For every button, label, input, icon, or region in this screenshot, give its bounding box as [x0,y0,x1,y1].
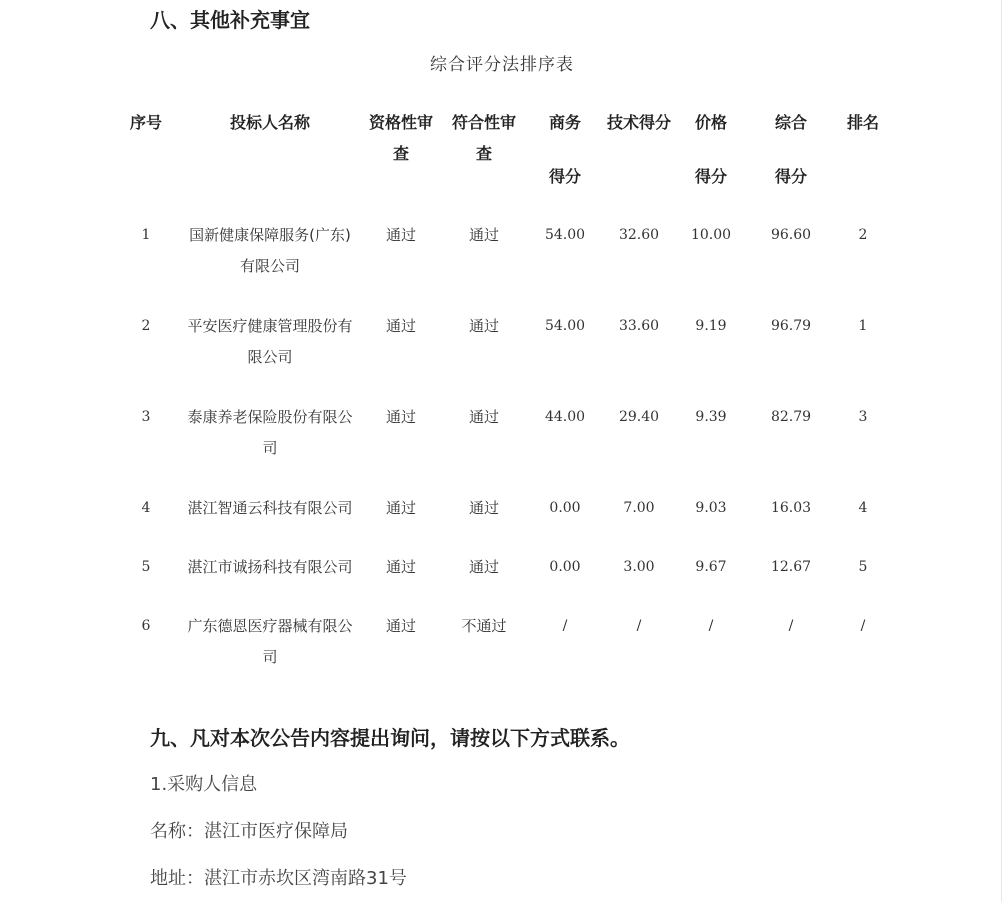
row-bidder-name: 广东德恩医疗器械有限公 [187,617,353,635]
header-total-score: 综合 [774,113,807,132]
row-business-score: 0.00 [549,500,581,516]
row-seq: 2 [141,318,151,334]
header-rank: 排名 [846,113,879,132]
row-rank: 5 [858,559,868,575]
row-technical-score: / [636,618,642,634]
header-qualification-review: 资格性审 [368,113,433,132]
row-business-score: 54.00 [544,227,586,243]
header-bidder-name: 投标人名称 [229,113,310,132]
purchaser-info-label: 1.采购人信息 [150,774,258,795]
row-total-score: 82.79 [770,409,812,425]
section-9-heading: 九、凡对本次公告内容提出询问，请按以下方式联系。 [150,726,630,750]
row-business-score: / [562,618,568,634]
row-bidder-name-line2: 司 [262,439,278,457]
row-technical-score: 29.40 [618,409,660,425]
row-price-score: 9.39 [695,409,727,425]
row-bidder-name-line2: 有限公司 [239,257,300,275]
row-technical-score: 7.00 [623,500,655,516]
table-title: 综合评分法排序表 [430,55,574,75]
row-business-score: 0.00 [549,559,581,575]
row-bidder-name: 国新健康保障服务(广东) [189,226,351,244]
row-seq: 4 [141,500,151,516]
row-conformity: 通过 [468,317,499,335]
row-technical-score: 32.60 [618,227,660,243]
row-bidder-name: 湛江市诚扬科技有限公司 [187,558,353,576]
header-seq: 序号 [129,113,162,132]
row-bidder-name: 平安医疗健康管理股份有 [187,317,353,335]
row-seq: 6 [141,618,151,634]
row-rank: 2 [858,227,868,243]
section-8-heading: 八、其他补充事宜 [150,8,310,32]
row-total-score: 12.67 [770,559,812,575]
row-bidder-name: 泰康养老保险股份有限公 [187,408,353,426]
purchaser-address-line: 地址：湛江市赤坎区湾南路31号 [150,868,407,889]
row-price-score: / [708,618,714,634]
row-conformity: 通过 [468,408,499,426]
row-technical-score: 3.00 [623,559,655,575]
row-seq: 1 [141,227,151,243]
row-conformity: 不通过 [461,617,507,635]
row-price-score: 10.00 [690,227,732,243]
row-qualification: 通过 [385,317,416,335]
row-rank: 3 [858,409,868,425]
header-price-score-line3: 得分 [694,167,727,186]
row-price-score: 9.03 [695,500,727,516]
row-total-score: 16.03 [770,500,812,516]
row-bidder-name-line2: 限公司 [247,348,293,366]
row-rank: / [860,618,866,634]
row-qualification: 通过 [385,408,416,426]
header-qualification-review-line2: 查 [392,144,409,163]
page-right-border [1001,0,1002,902]
header-conformity-review: 符合性审 [451,113,516,132]
row-rank: 1 [858,318,868,334]
row-price-score: 9.67 [695,559,727,575]
row-qualification: 通过 [385,617,416,635]
header-conformity-review-line2: 查 [475,144,492,163]
header-technical-score: 技术得分 [606,113,671,132]
row-qualification: 通过 [385,226,416,244]
row-qualification: 通过 [385,558,416,576]
row-seq: 3 [141,409,151,425]
row-business-score: 54.00 [544,318,586,334]
row-seq: 5 [141,559,151,575]
row-total-score: / [788,618,794,634]
row-business-score: 44.00 [544,409,586,425]
row-conformity: 通过 [468,558,499,576]
row-conformity: 通过 [468,499,499,517]
header-business-score-line3: 得分 [548,167,581,186]
row-total-score: 96.79 [770,318,812,334]
header-business-score: 商务 [548,113,581,132]
row-price-score: 9.19 [695,318,727,334]
row-total-score: 96.60 [770,227,812,243]
purchaser-name-line: 名称：湛江市医疗保障局 [150,821,348,842]
header-price-score: 价格 [694,113,727,132]
row-qualification: 通过 [385,499,416,517]
row-technical-score: 33.60 [618,318,660,334]
row-conformity: 通过 [468,226,499,244]
row-bidder-name: 湛江智通云科技有限公司 [187,499,353,517]
row-bidder-name-line2: 司 [262,648,278,666]
row-rank: 4 [858,500,868,516]
header-total-score-line3: 得分 [774,167,807,186]
